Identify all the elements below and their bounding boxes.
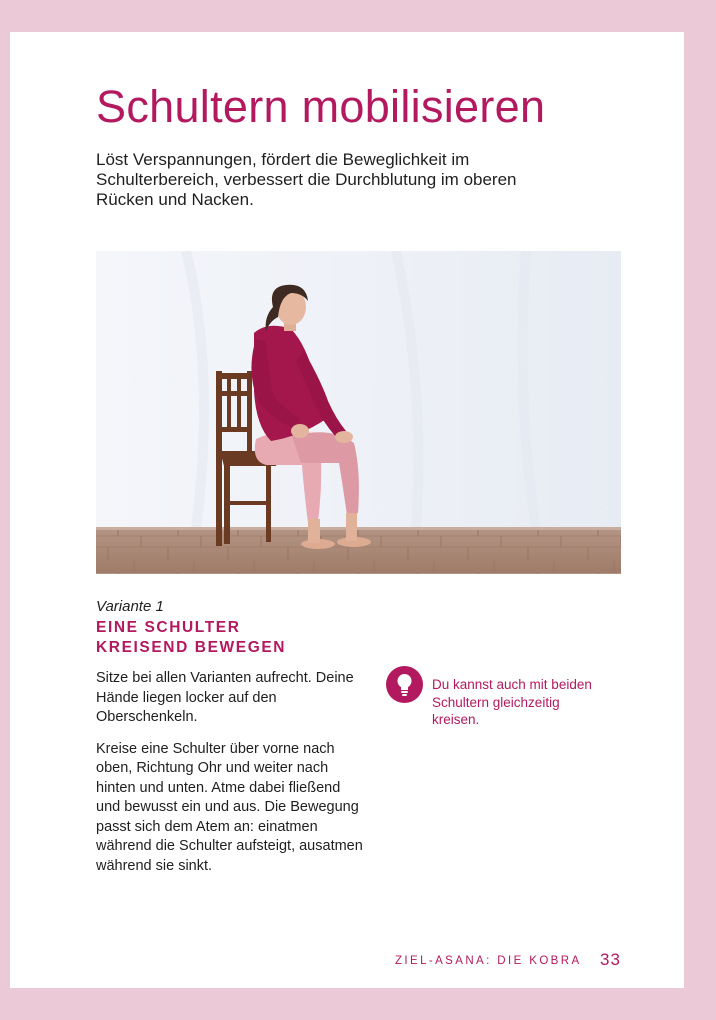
lightbulb-icon [386, 666, 423, 703]
page-number: 33 [600, 950, 621, 969]
chapter-footer: ZIEL-ASANA: DIE KOBRA [395, 955, 582, 967]
instruction-paragraph-1: Sitze bei allen Varianten aufrecht. Deine Hände liegen locker auf den Oberschenkeln. [96, 670, 354, 725]
exercise-photo [96, 251, 621, 574]
variant-label: Variante 1 [96, 598, 164, 615]
section-heading-line2: KREISEND BEWEGEN [96, 639, 287, 656]
intro-text: Löst Verspannungen, fördert die Beweglichkeit im Schulterbereich, verbessert die Durchblutung im oberen Rücken und Nacken. [96, 150, 517, 209]
section-heading [96, 618, 396, 658]
instruction-text [96, 669, 366, 888]
section-heading-line1: EINE SCHULTER [96, 619, 241, 636]
tip-text: Du kannst auch mit beiden Schultern gleichzeitig kreisen. [432, 677, 592, 727]
instruction-paragraph-2: Kreise eine Schulter über vorne nach oben, Richtung Ohr und weiter nach hinten und unten. Atme dabei fließend und bewusst ein und aus. Die Bewegung passt sich dem Atem an: einatmen während die Schulter aufsteigt, ausatmen während sie sinkt. [96, 740, 363, 874]
book-page [10, 32, 684, 988]
page-title: Schultern mobilisieren [96, 81, 546, 132]
